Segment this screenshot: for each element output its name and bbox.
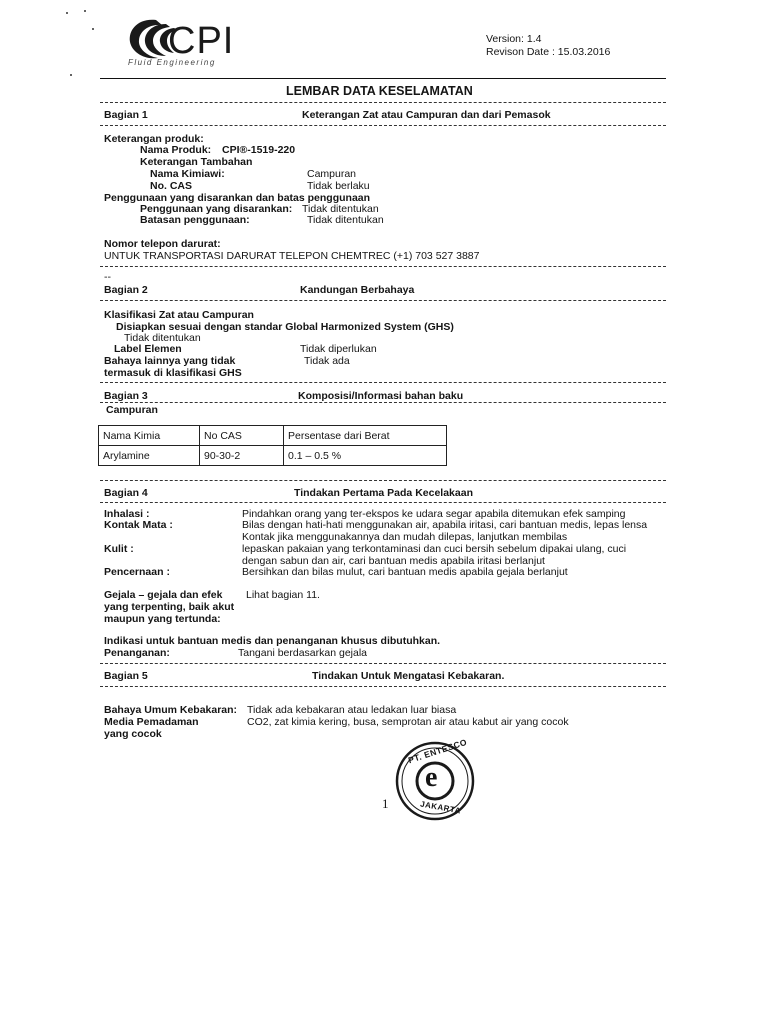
skin-value-1: lepaskan pakaian yang terkontaminasi dan cuci bersih sebelum dipakai ulang, cuci	[242, 543, 627, 555]
section2-end-rule	[100, 382, 666, 383]
inhalation-value: Pindahkan orang yang ter-ekspos ke udara segar apabila ditemukan efek samping	[242, 508, 626, 520]
cas-value: Tidak berlaku	[307, 180, 370, 192]
revision-date: Revison Date : 15.03.2016	[486, 46, 611, 58]
eye-contact-value-2: Kontak jika menggunakannya dan mudah dilepas, lanjutkan membilas	[242, 531, 568, 543]
ghs-text: Disiapkan sesuai dengan standar Global Harmonized System (GHS)	[116, 321, 454, 333]
restriction-value: Tidak ditentukan	[307, 214, 384, 226]
section3-rule	[100, 402, 666, 403]
composition-table	[98, 425, 447, 466]
symptoms-label-2: yang terpenting, baik akut	[104, 601, 235, 613]
section5-rule	[100, 686, 666, 687]
emergency-value: UNTUK TRANSPORTASI DARURAT TELEPON CHEMTREC (+1) 703 527 3887	[104, 250, 480, 262]
section4-number: Bagian 4	[104, 487, 148, 499]
section1-number: Bagian 1	[104, 109, 148, 121]
table-header-cell: Persentase dari Berat	[284, 426, 447, 446]
table-cell: Arylamine	[99, 446, 200, 466]
chemical-name-label: Nama Kimiawi:	[150, 168, 225, 180]
logo-text: CPI	[168, 20, 235, 62]
media-value: CO2, zat kimia kering, busa, semprotan air atau kabut air yang cocok	[247, 716, 569, 728]
company-stamp	[394, 736, 476, 822]
other-hazards-label-2: termasuk di klasifikasi GHS	[104, 367, 242, 379]
section2-number: Bagian 2	[104, 284, 148, 296]
additional-info-label: Keterangan Tambahan	[140, 156, 253, 168]
table-cell: 90-30-2	[200, 446, 284, 466]
classification-label: Klasifikasi Zat atau Campuran	[104, 309, 254, 321]
title-rule	[100, 102, 666, 103]
handling-label: Penanganan:	[104, 647, 170, 659]
document-title: LEMBAR DATA KESELAMATAN	[286, 84, 473, 98]
eye-contact-value-1: Bilas dengan hati-hati menggunakan air, apabila iritasi, cari bantuan medis, lepas lensa	[242, 519, 648, 531]
label-element-label: Label Elemen	[114, 343, 182, 355]
eye-contact-label: Kontak Mata :	[104, 519, 173, 531]
symptoms-label-3: maupun yang tertunda:	[104, 613, 221, 625]
product-info-label: Keterangan produk:	[104, 133, 204, 145]
ingestion-value: Bersihkan dan bilas mulut, cari bantuan medis apabila gejala berlanjut	[242, 566, 568, 578]
media-label-1: Media Pemadaman	[104, 716, 199, 728]
recommended-use-value: Tidak ditentukan	[302, 203, 379, 215]
chemical-name-value: Campuran	[307, 168, 357, 180]
symptoms-value: Lihat bagian 11.	[246, 589, 320, 601]
section2-dash: --	[104, 271, 111, 283]
company-logo	[122, 14, 252, 70]
section4-rule	[100, 502, 666, 503]
section4-end-rule	[100, 663, 666, 664]
table-header-row	[99, 426, 447, 446]
stamp-center-glyph: e	[425, 762, 438, 793]
label-element-value: Tidak diperlukan	[300, 343, 377, 355]
section1-title: Keterangan Zat atau Campuran dan dari Pemasok	[302, 109, 551, 121]
symptoms-label-1: Gejala – gejala dan efek	[104, 589, 223, 601]
section2-rule	[100, 300, 666, 301]
general-hazard-label: Bahaya Umum Kebakaran:	[104, 704, 238, 716]
use-heading: Penggunaan yang disarankan dan batas penggunaan	[104, 192, 371, 204]
page-number: 1	[382, 796, 389, 811]
section1-rule	[100, 125, 666, 126]
version-label: Version: 1.4	[486, 33, 542, 45]
inhalation-label: Inhalasi :	[104, 508, 150, 520]
medical-heading: Indikasi untuk bantuan medis dan penanganan khusus dibutuhkan.	[104, 635, 441, 647]
table-header-cell: No CAS	[200, 426, 284, 446]
table-header-cell: Nama Kimia	[99, 426, 200, 446]
section1-end-rule	[100, 266, 666, 267]
other-hazards-value: Tidak ada	[304, 355, 350, 367]
handling-value: Tangani berdasarkan gejala	[238, 647, 368, 659]
cas-label: No. CAS	[150, 180, 192, 192]
header-rule	[100, 78, 666, 79]
section5-title: Tindakan Untuk Mengatasi Kebakaran.	[312, 670, 505, 682]
section3-number: Bagian 3	[104, 390, 148, 402]
ingestion-label: Pencernaan :	[104, 566, 170, 578]
recommended-use-label: Penggunaan yang disarankan:	[140, 203, 293, 215]
mixture-label: Campuran	[106, 404, 158, 416]
section2-title: Kandungan Berbahaya	[300, 284, 415, 296]
media-label-2: yang cocok	[104, 728, 162, 740]
section3-end-rule	[100, 480, 666, 481]
section5-number: Bagian 5	[104, 670, 148, 682]
product-name-value: CPI®-1519-220	[222, 144, 296, 156]
section4-title: Tindakan Pertama Pada Kecelakaan	[294, 487, 473, 499]
stamp-top-text: PT. ENTESCO	[406, 736, 469, 766]
stamp-bottom-text: JAKARTA	[419, 799, 462, 816]
table-cell: 0.1 – 0.5 %	[284, 446, 447, 466]
emergency-label: Nomor telepon darurat:	[104, 238, 221, 250]
table-row	[99, 446, 447, 466]
section3-title: Komposisi/Informasi bahan baku	[298, 390, 464, 402]
restriction-label: Batasan penggunaan:	[140, 214, 250, 226]
skin-value-2: dengan sabun dan air, cari bantuan medis apabila iritasi berlanjut	[242, 555, 545, 567]
skin-label: Kulit :	[104, 543, 134, 555]
product-name-label: Nama Produk:	[140, 144, 212, 156]
other-hazards-label-1: Bahaya lainnya yang tidak	[104, 355, 236, 367]
logo-subtitle: Fluid Engineering	[128, 58, 216, 67]
general-hazard-value: Tidak ada kebakaran atau ledakan luar biasa	[247, 704, 457, 716]
ghs-value: Tidak ditentukan	[124, 332, 201, 344]
